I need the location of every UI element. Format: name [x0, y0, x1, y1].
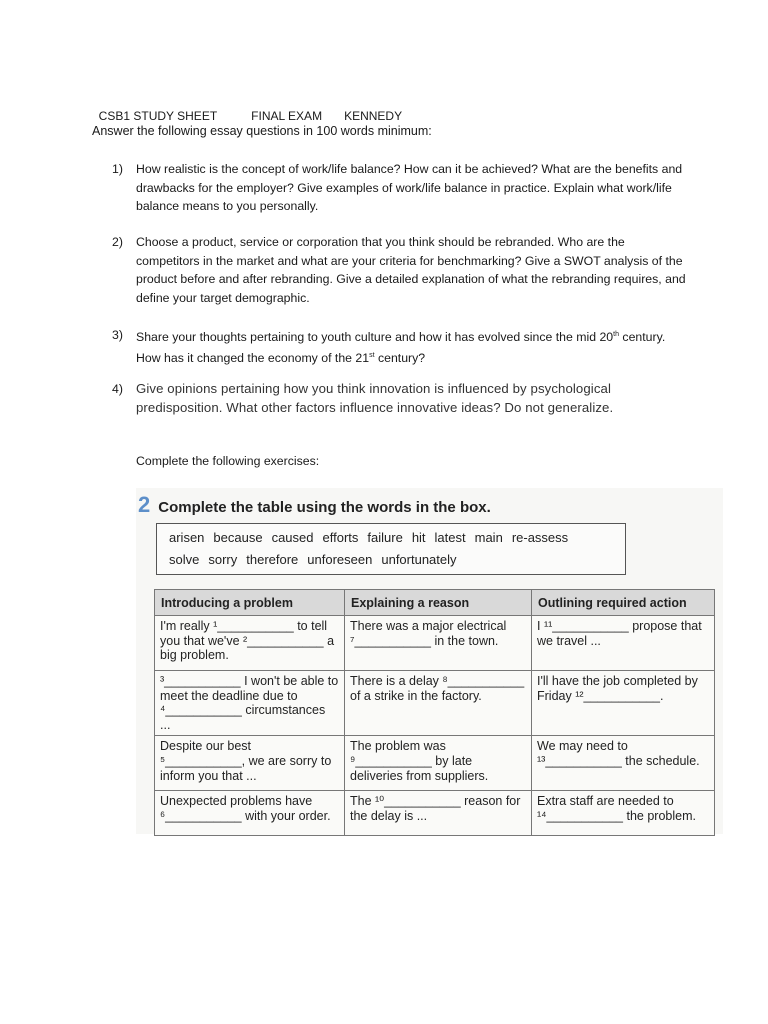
exercise-number: 2 [138, 492, 151, 517]
question-1 [112, 160, 687, 216]
word-box-word: because [213, 530, 263, 545]
document-header [92, 95, 402, 123]
question-2 [112, 233, 687, 307]
word-box-word: failure [367, 530, 403, 545]
word-box-line-2 [169, 549, 613, 571]
instructions: Answer the following essay questions in 100 words minimum: [92, 124, 432, 138]
table-cell: The problem was ⁹___________ by late deliveries from suppliers. [345, 736, 532, 791]
word-box-word: unforeseen [307, 552, 373, 567]
exercise-instruction: Complete the table using the words in the box. [158, 499, 491, 516]
column-header: Introducing a problem [155, 590, 345, 616]
table-cell: The ¹⁰___________ reason for the delay is ... [345, 791, 532, 836]
table-cell: There is a delay ⁸___________ of a strike in the factory. [345, 671, 532, 736]
word-box [156, 523, 626, 575]
table-cell: Despite our best ⁵___________, we are sorry to inform you that ... [155, 736, 345, 791]
question-number: 2) [112, 235, 123, 249]
exercises-label: Complete the following exercises: [136, 454, 320, 468]
table-cell: I'll have the job completed by Friday ¹²___________. [532, 671, 715, 736]
question-number: 4) [112, 382, 123, 396]
question-text: Share your thoughts pertaining to youth culture and how it has evolved since the mid 20th century. How has it changed the economy of the 21st century? [136, 330, 666, 365]
table-cell: I ¹¹___________ propose that we travel ... [532, 616, 715, 671]
question-text: How realistic is the concept of work/life balance? How can it be achieved? What are the benefits and drawbacks for the employer? Give examples of work/life balance in practice. Explain what work/life balance means to you personally. [136, 162, 683, 213]
word-box-word: efforts [322, 530, 359, 545]
question-number: 3) [112, 328, 123, 342]
exercise-image [136, 488, 723, 834]
table-cell: We may need to ¹³___________ the schedule. [532, 736, 715, 791]
table-row [155, 736, 715, 791]
word-box-word: therefore [246, 552, 299, 567]
question-3 [112, 326, 687, 367]
table-cell: ³___________ I won't be able to meet the deadline due to ⁴___________ circumstances ... [155, 671, 345, 736]
word-box-word: arisen [169, 530, 205, 545]
word-box-word: re-assess [511, 530, 569, 545]
word-box-word: solve [169, 552, 200, 567]
word-box-word: hit [411, 530, 426, 545]
exercise-table [154, 589, 715, 836]
table-row [155, 791, 715, 836]
exam-title: FINAL EXAM [251, 109, 323, 123]
table-row [155, 616, 715, 671]
word-box-word: main [474, 530, 503, 545]
table-cell: Extra staff are needed to ¹⁴___________ the problem. [532, 791, 715, 836]
table-cell: There was a major electrical ⁷___________ in the town. [345, 616, 532, 671]
question-text: Choose a product, service or corporation that you think should be rebranded. Who are the competitors in the market and what are your criteria for benchmarking? Give a SWOT analysis of the product before and after rebranding. Give a detailed explanation of what the rebranding requires, and define your target demographic. [136, 235, 686, 305]
table-cell: I'm really ¹___________ to tell you that we've ²___________ a big problem. [155, 616, 345, 671]
table-row [155, 671, 715, 736]
exercise-title [138, 492, 491, 518]
column-header: Explaining a reason [345, 590, 532, 616]
teacher-name: KENNEDY [344, 109, 403, 123]
word-box-word: unfortunately [381, 552, 457, 567]
question-number: 1) [112, 162, 123, 176]
question-4 [112, 380, 687, 417]
word-box-word: sorry [208, 552, 238, 567]
word-box-word: latest [434, 530, 466, 545]
column-header: Outlining required action [532, 590, 715, 616]
word-box-line-1 [169, 527, 613, 549]
table-cell: Unexpected problems have ⁶___________ with your order. [155, 791, 345, 836]
course-title: CSB1 STUDY SHEET [98, 109, 218, 123]
question-text: Give opinions pertaining how you think innovation is influenced by psychological predisposition. What other factors influence innovative ideas? Do not generalize. [136, 381, 614, 415]
word-box-word: caused [271, 530, 314, 545]
